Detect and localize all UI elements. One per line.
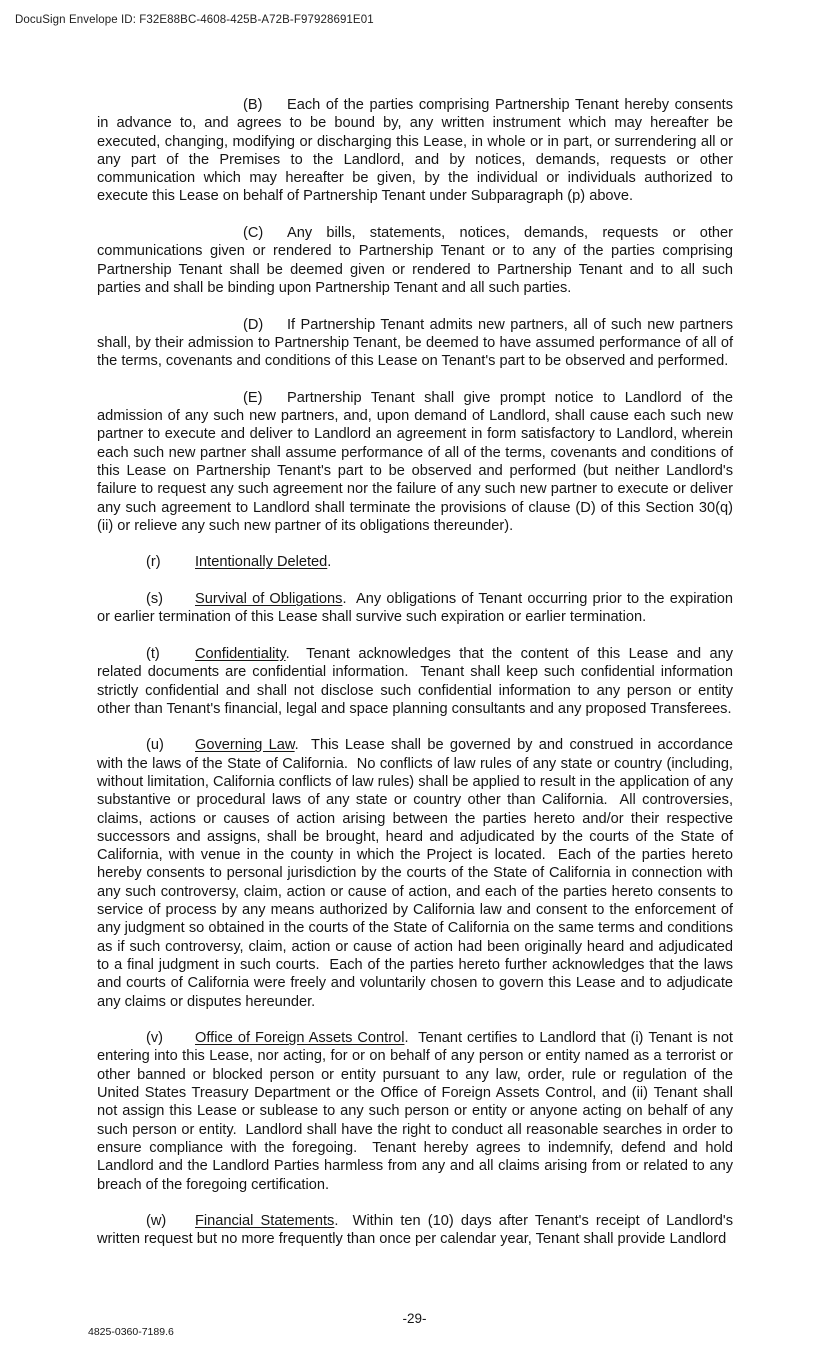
- paragraph-v: [97, 1029, 733, 1194]
- paragraph-heading: Financial Statements: [195, 1213, 335, 1230]
- paragraph-b: [97, 96, 733, 206]
- paragraph-heading: Survival of Obligations: [195, 591, 343, 608]
- paragraph-e: [97, 389, 733, 535]
- paragraph-text: .: [327, 554, 332, 571]
- paragraph-label: (B): [243, 97, 263, 113]
- paragraph-label: (D): [243, 316, 264, 333]
- paragraph-text: . Tenant acknowledges that the content of this Lease and any related documents are confidential information. Tenant shall keep such confidential information strictly confidential and shall not disclose such confidential information to any person or entity other than Tenant's financial, legal and space planning consultants and any proposed Transferees.: [97, 645, 733, 717]
- paragraph-d: [97, 316, 733, 371]
- paragraph-heading: Governing Law: [195, 737, 295, 754]
- paragraph-label: (t): [146, 645, 160, 662]
- paragraph-label: (u): [146, 737, 164, 754]
- paragraph-r: [97, 553, 733, 571]
- paragraph-text: . This Lease shall be governed by and construed in accordance with the laws of the State of California. No conflicts of law rules of any state or country (including, without limitation, California conflicts of law rules) shall be applied to result in the application of any substantive or procedural laws of any state or country other than California. All controversies, claims, actions or causes of action arising between the parties hereto and/or their respective successors and assigns, shall be brought, heard and adjudicated by the courts of the State of California, with venue in the county in which the Project is located. Each of the parties hereto hereby consents to personal jurisdiction by the courts of the State of California in connection with any such controversy, claim, action or cause of action, and each of the parties hereto consents to service of process by any means authorized by California law and consent to the enforcement of any judgment so obtained in the courts of the State of California on the same terms and conditions as if such controversy, claim, action or cause of action had been originally heard and adjudicated to a final judgment in such courts. Each of the parties hereto further acknowledges that the laws and courts of California were freely and voluntarily chosen to govern this Lease and to adjudicate any claims or disputes hereunder.: [97, 737, 733, 1010]
- page-number: -29-: [402, 1311, 427, 1326]
- paragraph-text: . Within ten (10) days after Tenant's receipt of Landlord's written request but no more frequently than once per calendar year, Tenant shall provide Landlord: [97, 1213, 733, 1248]
- paragraph-u: [97, 736, 733, 1010]
- paragraph-c: [97, 224, 733, 297]
- paragraph-s: [97, 590, 733, 627]
- paragraph-label: (v): [146, 1030, 164, 1047]
- docusign-envelope-id: DocuSign Envelope ID: F32E88BC-4608-425B-A72B-F97928691E01: [15, 14, 374, 26]
- paragraph-text: Each of the parties comprising Partnership Tenant hereby consents in advance to, and agrees to be bound by, any written instrument which may hereafter be executed, changing, modifying or discharging this Lease, in whole or in part, or surrendering all or any part of the Premises to the Landlord, and by notices, demands, requests or other communication which may hereafter be given, by the individual or individuals authorized to execute this Lease on behalf of Partnership Tenant under Subparagraph (p) above.: [97, 97, 733, 205]
- paragraph-text: If Partnership Tenant admits new partners, all of such new partners shall, by their admission to Partnership Tenant, be deemed to have assumed performance of all of the terms, covenants and conditions of this Lease on Tenant's part to be observed and performed.: [97, 316, 733, 370]
- paragraph-heading: Office of Foreign Assets Control: [195, 1030, 405, 1047]
- paragraph-heading: Intentionally Deleted: [195, 554, 328, 571]
- document-number: 4825-0360-7189.6: [88, 1326, 174, 1338]
- paragraph-text: Partnership Tenant shall give prompt notice to Landlord of the admission of any such new partners, and, upon demand of Landlord, shall cause each such new partner to execute and deliver to Landlord an agreement in form satisfactory to Landlord, wherein each such new partner shall assume performance of all of the terms, covenants and conditions of this Lease on Partnership Tenant's part to be observed and performed (but neither Landlord's failure to request any such agreement nor the failure of any such new partner to execute or deliver any such agreement to Landlord shall terminate the provisions of clause (D) of this Section 30(q)(ii) or relieve any such new partner of its obligations thereunder).: [97, 389, 733, 534]
- paragraph-label: (w): [146, 1213, 167, 1230]
- paragraph-t: [97, 645, 733, 718]
- paragraph-label: (E): [243, 389, 263, 406]
- paragraph-label: (s): [146, 591, 164, 608]
- paragraph-label: (C): [243, 225, 264, 242]
- paragraph-text: . Tenant certifies to Landlord that (i) Tenant is not entering into this Lease, nor acting, for or on behalf of any person or entity named as a terrorist or other banned or blocked person or entity pursuant to any law, order, rule or regulation of the United States Treasury Department or the Office of Foreign Assets Control, and (ii) Tenant shall not assign this Lease or sublease to any such person or entity or anyone acting on behalf of any such person or entity. Landlord shall have the right to conduct all reasonable searches in order to ensure compliance with the foregoing. Tenant hereby agrees to indemnify, defend and hold Landlord and the Landlord Parties harmless from any and all claims arising from or related to any breach of the foregoing certification.: [97, 1030, 733, 1193]
- document-body: [97, 96, 733, 1249]
- paragraph-label: (r): [146, 554, 161, 571]
- paragraph-heading: Confidentiality: [195, 645, 286, 662]
- paragraph-w: [97, 1212, 733, 1249]
- paragraph-text: Any bills, statements, notices, demands, requests or other communications given or rendered to Partnership Tenant or to any of the parties comprising Partnership Tenant shall be deemed given or rendered to Partnership Tenant and to all such parties and shall be binding upon Partnership Tenant and all such parties.: [97, 225, 733, 296]
- paragraph-text: . Any obligations of Tenant occurring prior to the expiration or earlier termination of this Lease shall survive such expiration or earlier termination.: [97, 591, 733, 626]
